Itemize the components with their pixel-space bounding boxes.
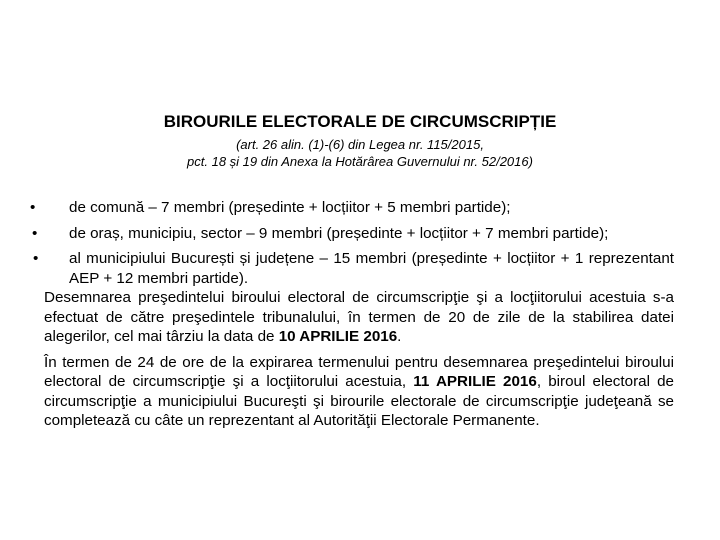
deadline-date: 10 APRILIE 2016 bbox=[278, 328, 398, 345]
legal-reference bbox=[0, 136, 720, 170]
page-title: BIROURILE ELECTORALE DE CIRCUMSCRIPȚIE bbox=[163, 112, 557, 131]
paragraph-text: În termen de 24 de ore de la expirarea termenului pentru desemnarea preşedintelui biroului electoral de circumscripţie şi a locţiitorului acestuia, bbox=[44, 353, 674, 390]
paragraph-text-continued: , biroul electoral de circumscripţie a municipiului Bucureşti şi birourile electorale de circumscripţie judeţeană se completează cu câte un reprezentant al Autorităţii Electorale Permanente. bbox=[44, 373, 675, 429]
legal-reference-line-1: (art. 26 alin. (1)-(6) din Legea nr. 115/2015, bbox=[236, 137, 484, 152]
paragraph-designation bbox=[44, 288, 674, 347]
legal-reference-line-2: pct. 18 și 19 din Anexa la Hotărârea Guvernului nr. 52/2016) bbox=[187, 154, 533, 169]
list-item-text: de oraș, municipiu, sector – 9 membri (președinte + locțiitor + 7 membri partide); bbox=[69, 224, 609, 242]
bullet-list bbox=[30, 198, 674, 288]
bullet-marker: • bbox=[30, 199, 36, 216]
bullet-marker: • bbox=[33, 250, 39, 267]
list-item bbox=[33, 249, 674, 288]
paragraph-text: Desemnarea preşedintelui biroului electoral de circumscripţie şi a locţiitorului acestuia s-a efectuat de către preşedintele tribunalului, în termen de 20 de zile de la stabilirea datei alegerilor, cel mai târziu la data de bbox=[44, 289, 674, 345]
bullet-marker: • bbox=[32, 224, 38, 242]
completion-date: 11 APRILIE 2016 bbox=[413, 373, 537, 390]
paragraph-end: . bbox=[397, 328, 402, 345]
body-text bbox=[30, 198, 675, 437]
paragraph-completion bbox=[44, 353, 674, 431]
list-item bbox=[30, 198, 674, 218]
list-item-text: al municipiului București și județene – 15 membri (președinte + locțiitor + 1 reprezentant AEP + 12 membri partide). bbox=[69, 250, 674, 287]
list-item-text: de comună – 7 membri (președinte + locțiitor + 5 membri partide); bbox=[69, 199, 511, 216]
list-item bbox=[32, 224, 674, 244]
